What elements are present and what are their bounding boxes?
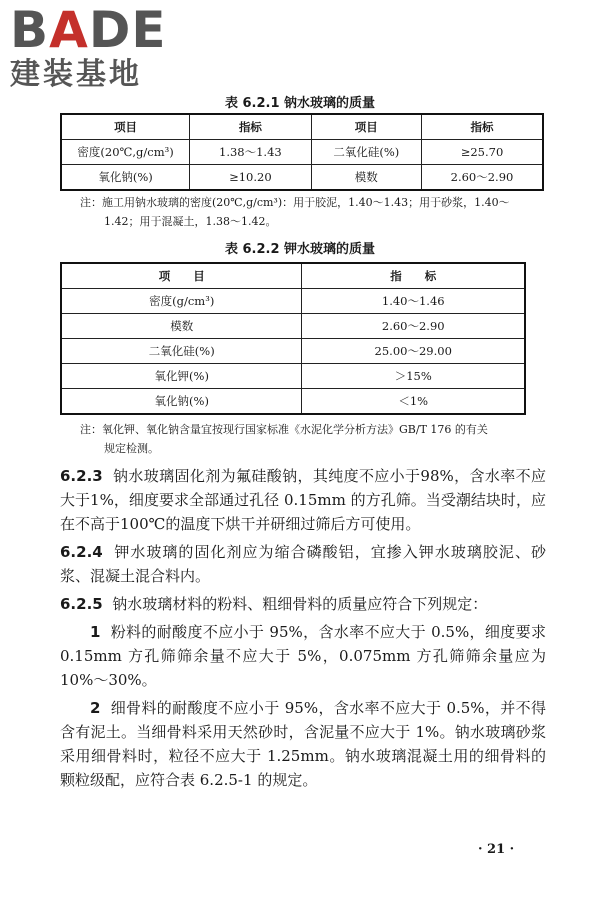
table-header: 指标 [190,114,311,140]
table-cell: 模数 [61,314,302,339]
table1-note: 注：施工用钠水玻璃的密度(20℃,g/cm³)：用于胶泥，1.40～1.43；用于砂浆，1.40～ 1.42；用于混凝土，1.38～1.42。 [80,196,510,228]
bade-logo [10,1,167,92]
table-cell: ≥25.70 [421,140,543,165]
table-header: 项目 [61,114,190,140]
table-row [61,165,543,191]
table-cell: 2.60～2.90 [421,165,543,191]
table1-caption: 表 6.2.1 钠水玻璃的质量 [224,96,376,111]
table-row [61,314,525,339]
table-header-row [61,114,543,140]
table2-note: 注：氧化钾、氧化钠含量宜按现行国家标准《水泥化学分析方法》GB/T 176 的有关 规定检测。 [80,423,488,455]
table-cell: 1.40～1.46 [302,289,525,314]
clause-6-2-4: 6.2.4 钾水玻璃的固化剂应为缩合磷酸铝，宜掺入钾水玻璃胶泥、砂浆、混凝土混合料内。 [60,543,546,585]
table-cell: 模数 [311,165,421,191]
table-row [61,389,525,415]
table-cell: 二氧化硅(%) [311,140,421,165]
table-header-row [61,263,525,289]
clause-item-1: 1 粉料的耐酸度不应小于 95%，含水率不应大于 0.5%，细度要求 0.15mm 方孔筛筛余量不应大于 5%，0.075mm 方孔筛筛余量应为 10%～30%。 [60,623,546,689]
logo-brand: BADE [10,1,167,59]
clause-item-2: 2 细骨料的耐酸度不应小于 95%，含水率不应大于 0.5%，并不得含有泥土。当细骨料采用天然砂时，含泥量不应大于 1%。钠水玻璃砂浆采用细骨料时，粒径不应大于 1.25mm。钠水玻璃混凝土用的细骨料的颗粒级配，应符合表 6.2.5-1 的规定。 [60,699,546,789]
clauses-body [60,464,546,796]
table-cell: 密度(g/cm³) [61,289,302,314]
table2-caption: 表 6.2.2 钾水玻璃的质量 [224,242,376,257]
table-header: 指 标 [302,263,525,289]
table-row [61,289,525,314]
page-number: · 21 · [478,842,515,857]
table-cell: ＞15% [302,364,525,389]
table-cell: 2.60～2.90 [302,314,525,339]
table-cell: 氧化钠(%) [61,389,302,415]
table-cell: ≥10.20 [190,165,311,191]
table-cell: ＜1% [302,389,525,415]
logo-subtitle: 建装基地 [10,57,142,92]
table-cell: 25.00～29.00 [302,339,525,364]
table-header: 项 目 [61,263,302,289]
table-header: 指标 [421,114,543,140]
table-cell: 1.38～1.43 [190,140,311,165]
table-cell: 二氧化硅(%) [61,339,302,364]
table-cell: 氧化钾(%) [61,364,302,389]
table-header: 项目 [311,114,421,140]
table-row [61,339,525,364]
table1 [60,113,544,191]
table-row [61,140,543,165]
table-cell: 氧化钠(%) [61,165,190,191]
table2 [60,262,526,415]
table-row [61,364,525,389]
clause-6-2-3: 6.2.3 钠水玻璃固化剂为氟硅酸钠，其纯度不应小于98%，含水率不应大于1%，细度要求全部通过孔径 0.15mm 的方孔筛。当受潮结块时，应在不高于100℃的温度下烘干并研细过筛后方可使用。 [60,467,546,533]
table-cell: 密度(20℃,g/cm³) [61,140,190,165]
clause-6-2-5: 6.2.5 钠水玻璃材料的粉料、粗细骨料的质量应符合下列规定： [60,595,488,613]
